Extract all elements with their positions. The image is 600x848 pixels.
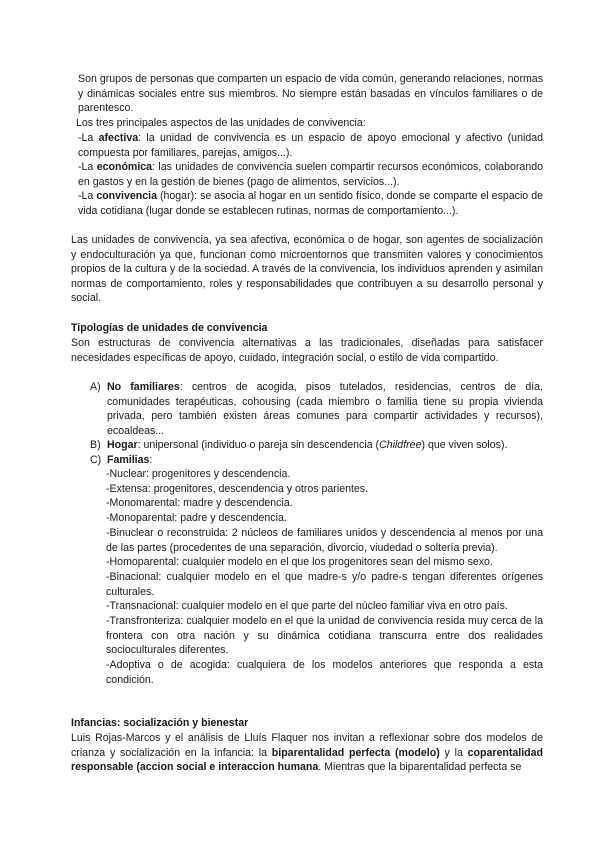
definition-paragraph: Son grupos de personas que comparten un espacio de vida común, generando relaciones, normas y dinámicas sociales entre sus miembros. No siempre están basadas en vínculos familiares o de parentesco. <box>78 73 543 115</box>
childhood-bold-2: coparentalidad responsable (accion social e interaccion humana <box>71 746 544 774</box>
childhood-bold-1: biparentalidad perfecta (modelo) <box>271 746 440 759</box>
family-type-monoparental: -Monoparental: padre y descendencia. <box>106 512 287 524</box>
typology-item-c <box>90 453 543 468</box>
family-type-binuclear: -Binuclear o reconstruida: 2 núcleos de familiares unidos y descendencia al menos por una de las partes (procedentes de una separación, divorcio, viudedad o soltería previa). <box>106 527 543 554</box>
list-marker: C) <box>90 454 102 466</box>
list-marker: A) <box>90 381 101 393</box>
aspect-text: : la unidad de convivencia es un espacio de apoyo emocional y afectivo (unidad compuesta por familiares, parejas, amigos...). <box>78 132 543 159</box>
aspect-term: afectiva <box>98 132 139 144</box>
typology-text-after: ) que viven solos). <box>421 439 508 451</box>
typology-text: : centros de acogida, pisos tutelados, residencias, centros de día, comunidades terapéuticas, cohousing (cada miembro o familia tiene su propia vivienda privada, pero también existen áreas comunes para compartir actividades y recursos), ecoaldeas... <box>107 381 543 437</box>
family-type-extensa: -Extensa: progenitores, descendencia y otros parientes. <box>106 483 369 495</box>
family-type-nuclear: -Nuclear: progenitores y descendencia. <box>106 468 291 480</box>
aspect-text: : las unidades de convivencia suelen compartir recursos económicos, colaborando en gastos y en la gestión de bienes (pago de alimentos, servicios...). <box>78 161 543 188</box>
family-type-transnacional: -Transnacional: cualquier modelo en el que parte del núcleo familiar viva en otro país. <box>106 600 508 612</box>
typologies-heading: Tipologías de unidades de convivencia <box>71 322 268 334</box>
aspect-prefix: -La <box>78 161 97 173</box>
childhood-text-1: Luis Rojas-Marcos y el análisis de Lluís Flaquer nos invitan a reflexionar sobre dos modelos de crianza y socialización en la infancia: la <box>71 732 543 759</box>
childhood-heading: Infancias: socialización y bienestar <box>71 717 249 729</box>
aspect-text: (hogar): se asocia al hogar en un sentido físico, donde se comparte el espacio de vida cotidiana (lugar donde se establecen rutinas, normas de comportamiento...). <box>78 190 543 217</box>
aspect-prefix: -La <box>78 190 97 202</box>
typology-term: Hogar <box>107 439 138 451</box>
family-type-homoparental: -Homoparental: cualquier modelo en el que los progenitores sean del mismo sexo. <box>106 556 493 568</box>
childhood-text-2: y la <box>439 746 468 759</box>
family-type-transfronteriza: -Transfronteriza: cualquier modelo en el que la unidad de convivencia resida muy cerca de la frontera con otra nación y su dinámica cotidiana transcurra entre dos realidades socioculturales diferentes. <box>106 615 543 657</box>
typologies-intro: Son estructuras de convivencia alternativas a las tradicionales, diseñadas para satisfacer necesidades específicas de apoyo, cuidado, integración social, o estilo de vida compartido. <box>71 337 543 364</box>
typology-item-b <box>90 438 543 453</box>
typology-italic: Childfree <box>379 439 422 451</box>
agents-paragraph: Las unidades de convivencia, ya sea afectiva, económica o de hogar, son agentes de socialización y endoculturación ya que, funcionan como microentornos que transmiten valores y conocimientos propios de la cultura y de la sociedad. A través de la convivencia, los individuos aprenden y asimilan normas de comportamiento, roles y responsabilidades que contribuyen a su desarrollo personal y social. <box>71 234 543 305</box>
family-type-binacional: -Binacional: cualquier modelo en el que madre-s y/o padre-s tengan diferentes orígenes culturales. <box>106 571 543 598</box>
typology-text: : unipersonal (individuo o pareja sin descendencia ( <box>137 439 380 451</box>
childhood-text-3: . Mientras que la biparentalidad perfecta se <box>318 761 522 774</box>
childhood-paragraph <box>71 731 543 775</box>
aspect-coexistence <box>78 189 543 218</box>
aspect-economic <box>78 160 543 189</box>
aspect-term: económica <box>96 161 153 173</box>
typology-item-a <box>90 380 543 438</box>
aspect-affective <box>78 131 543 160</box>
family-type-adoptiva: -Adoptiva o de acogida: cualquiera de los modelos anteriores que responda a esta condición. <box>106 659 543 686</box>
typology-text: : <box>149 454 153 466</box>
aspect-term: convivencia <box>96 190 157 202</box>
family-type-monomarental: -Monomarental: madre y descendencia. <box>106 497 293 509</box>
aspects-intro: Los tres principales aspectos de las unidades de convivencia: <box>76 117 366 129</box>
list-marker: B) <box>90 439 101 451</box>
typology-term: Familias <box>107 454 150 466</box>
typology-term: No familiares <box>107 381 180 393</box>
aspect-prefix: -La <box>78 132 99 144</box>
